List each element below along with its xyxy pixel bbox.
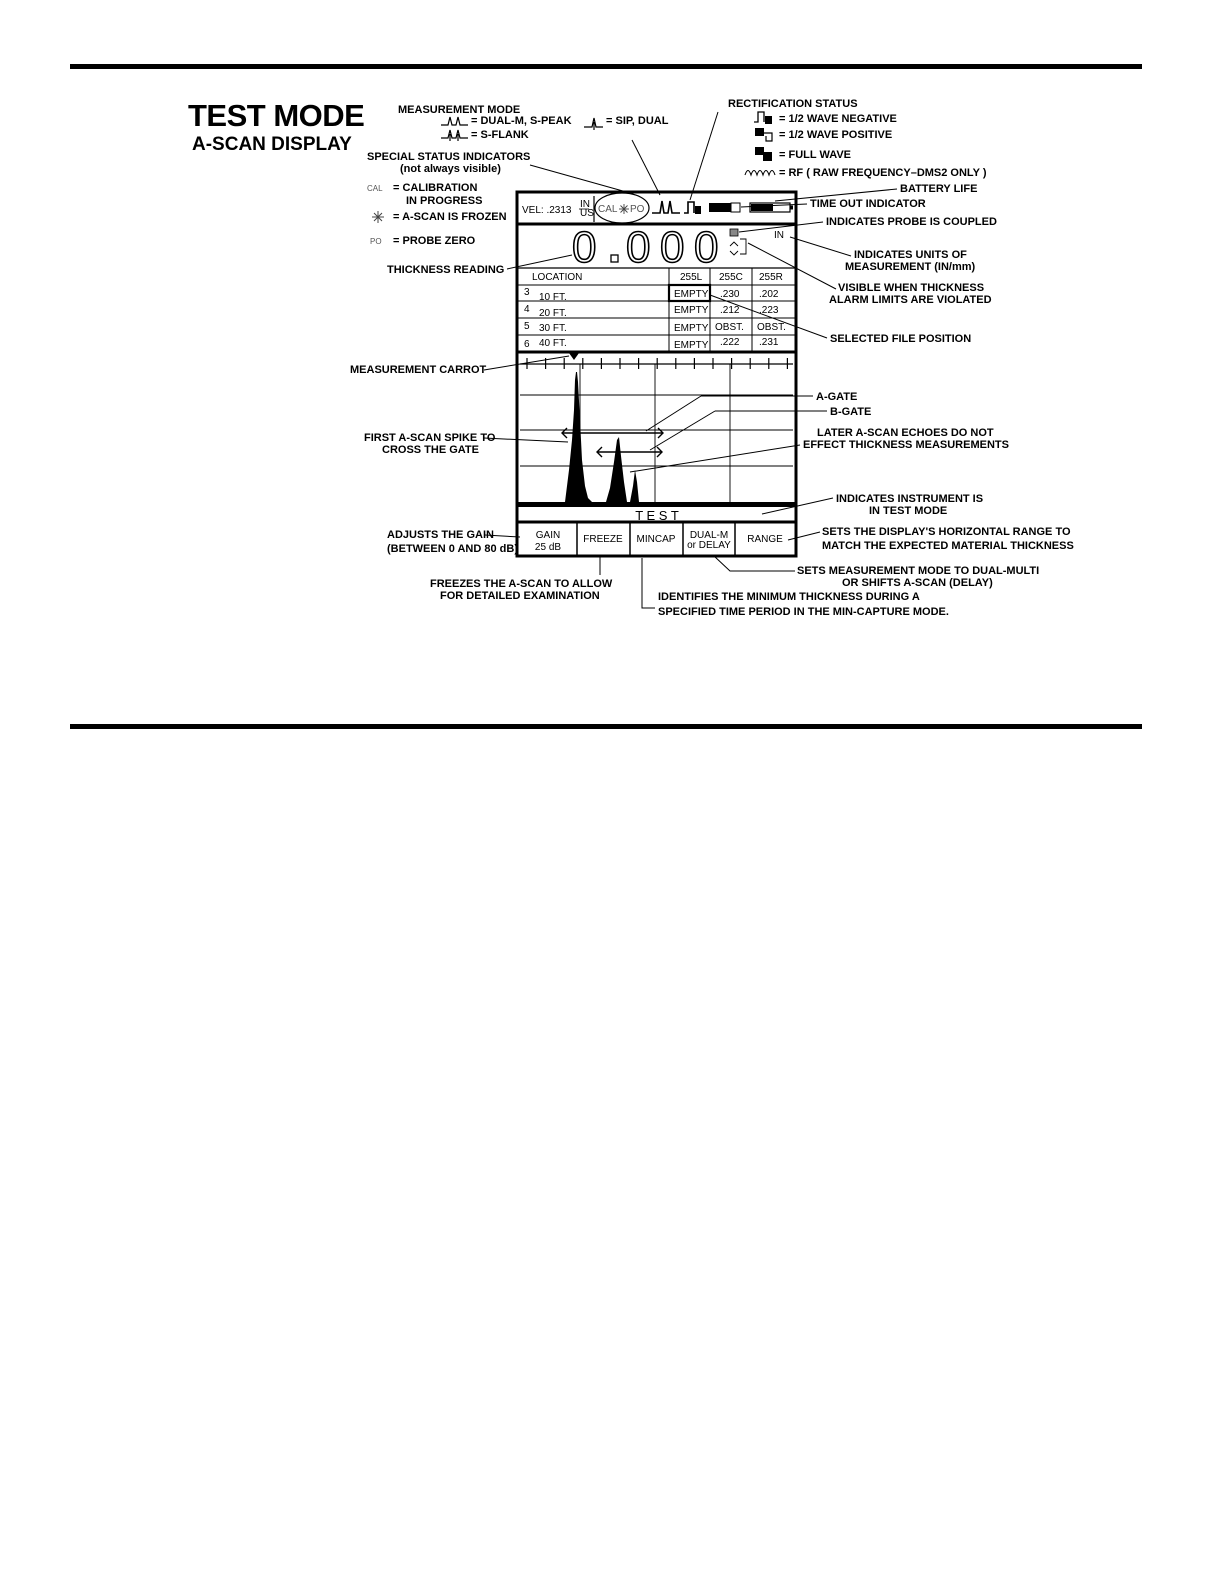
gain-softkey-label: GAIN [535,530,561,541]
s-flank-desc: = S-FLANK [471,129,529,141]
row-cell: EMPTY [674,323,709,334]
full-wave-icon [755,147,764,155]
po-symbol: PO [370,237,382,246]
row-cell: OBST. [715,322,744,333]
first-echo-spike [565,372,592,502]
dual-m-mode-icon [652,201,680,213]
table-header-255l: 255L [680,272,703,283]
later-echoes-label: LATER A-SCAN ECHOES DO NOT [817,427,994,439]
frozen-desc: = A-SCAN IS FROZEN [393,211,507,223]
thickness-reading-label: THICKNESS READING [387,264,505,276]
rectification-legend [728,98,987,179]
page-title: TEST MODE [188,98,365,133]
later-echoes-label-2: EFFECT THICKNESS MEASUREMENTS [803,439,1009,451]
row-cell: .223 [759,305,779,316]
probe-coupled-label: INDICATES PROBE IS COUPLED [826,216,997,228]
row-cell: EMPTY [674,340,709,351]
row-cell: EMPTY [674,289,709,300]
half-wave-negative-icon [754,112,764,122]
mode-indicator: T E S T [635,508,679,523]
probe-coupled-icon [730,229,738,236]
mincap-softkey[interactable]: MINCAP [636,534,676,545]
alarm-label: VISIBLE WHEN THICKNESS [838,282,985,294]
row-location: 30 FT. [539,323,567,334]
delay-label: or DELAY [687,540,731,551]
frozen-icon [619,204,629,214]
measurement-mode-label: MEASUREMENT MODE [398,104,521,116]
rectification-label: RECTIFICATION STATUS [728,98,858,110]
timeout-bar [709,203,731,212]
dual-m-delay-softkey[interactable] [687,530,731,551]
row-num: 5 [524,321,530,332]
rect-neg-desc: = 1/2 WAVE NEGATIVE [779,113,897,125]
special-status-note: (not always visible) [400,163,501,175]
alarm-limit-icons [730,239,746,255]
row-cell: .202 [759,289,779,300]
freeze-softkey[interactable]: FREEZE [583,534,623,545]
table-header-255c: 255C [719,272,743,283]
b-gate-label: B-GATE [830,406,872,418]
po-desc: = PROBE ZERO [393,235,476,247]
row-num: 4 [524,304,530,315]
table-header-255r: 255R [759,272,783,283]
cal-symbol: CAL [367,184,383,193]
special-status-legend [367,151,530,247]
table-header-location: LOCATION [532,272,583,283]
digit-2: 0 [626,223,651,272]
digit-1: 0 [572,223,597,272]
gain-softkey-value: 25 dB [534,542,562,553]
units-label: INDICATES UNITS OF [854,249,967,261]
row-cell: .231 [759,337,779,348]
decimal-point [611,255,618,262]
row-cell: OBST. [757,322,786,333]
first-spike-label: FIRST A-SCAN SPIKE TO [364,432,496,444]
freeze-label-2: FOR DETAILED EXAMINATION [440,590,600,602]
measurement-mode-legend [398,104,669,141]
dual-label: SETS MEASUREMENT MODE TO DUAL-MULTI [797,565,1040,577]
a-gate-label: A-GATE [816,391,858,403]
timeout-label: TIME OUT INDICATOR [810,198,926,210]
velocity-readout: VEL: .2313 [522,205,572,216]
digit-3: 0 [660,223,685,272]
gain-label-2: (BETWEEN 0 AND 80 dB) [387,543,518,555]
row-num: 6 [524,339,530,350]
cal-desc-2: IN PROGRESS [406,195,483,207]
cal-desc: = CALIBRATION [393,182,478,194]
mincap-label-2: SPECIFIED TIME PERIOD IN THE MIN-CAPTURE MODE. [658,606,949,618]
sip-icon [584,118,603,130]
measurement-carrot [569,353,579,360]
rect-rf-desc: = RF ( RAW FREQUENCY–DMS2 ONLY ) [779,167,987,179]
sip-desc: = SIP, DUAL [606,115,669,127]
rf-icon [745,171,775,176]
dual-m-desc: = DUAL-M, S-PEAK [471,115,572,127]
s-flank-icon [441,130,468,141]
freeze-label: FREEZES THE A-SCAN TO ALLOW [430,578,613,590]
row-cell: .212 [720,305,740,316]
half-wave-positive-icon [755,128,764,136]
third-echo [630,470,639,502]
range-label: SETS THE DISPLAY'S HORIZONTAL RANGE TO [822,526,1071,538]
gain-label: ADJUSTS THE GAIN [387,529,494,541]
row-location: 10 FT. [539,292,567,303]
test-mode-label-2: IN TEST MODE [869,505,948,517]
dual-m-label: DUAL-M [689,530,729,541]
special-status-label: SPECIAL STATUS INDICATORS [367,151,531,163]
units-label-2: MEASUREMENT (IN/mm) [845,261,976,273]
rect-full-desc: = FULL WAVE [779,149,852,161]
first-spike-label-2: CROSS THE GATE [382,444,479,456]
dual-label-2: OR SHIFTS A-SCAN (DELAY) [842,577,993,589]
battery-life-label: BATTERY LIFE [900,183,978,195]
selected-file-label: SELECTED FILE POSITION [830,333,972,345]
rect-pos-desc: = 1/2 WAVE POSITIVE [779,129,893,141]
dual-m-icon [441,117,468,125]
row-num: 3 [524,287,530,298]
row-location: 20 FT. [539,308,567,319]
second-echo [606,437,627,502]
carrot-label: MEASUREMENT CARROT [350,364,487,376]
half-wave-negative-icon [684,202,694,213]
row-cell: .222 [720,337,740,348]
vel-unit-top: IN [580,199,590,210]
row-cell: EMPTY [674,305,709,316]
alarm-label-2: ALARM LIMITS ARE VIOLATED [829,294,992,306]
page-subtitle: A-SCAN DISPLAY [192,134,352,155]
row-location: 40 FT. [539,338,567,349]
digit-4: 0 [694,223,719,272]
thickness-reading [572,223,718,272]
test-mode-label: INDICATES INSTRUMENT IS [836,493,984,505]
vel-unit-bottom: US [580,208,594,219]
range-label-2: MATCH THE EXPECTED MATERIAL THICKNESS [822,540,1074,552]
gain-softkey[interactable] [535,530,561,553]
po-indicator: PO [630,204,645,215]
row-cell: .230 [720,289,740,300]
range-softkey[interactable]: RANGE [747,534,783,545]
mincap-label: IDENTIFIES THE MINIMUM THICKNESS DURING A [658,591,920,603]
units-indicator: IN [774,230,784,241]
snowflake-icon [372,211,384,223]
cal-indicator: CAL [598,204,618,215]
